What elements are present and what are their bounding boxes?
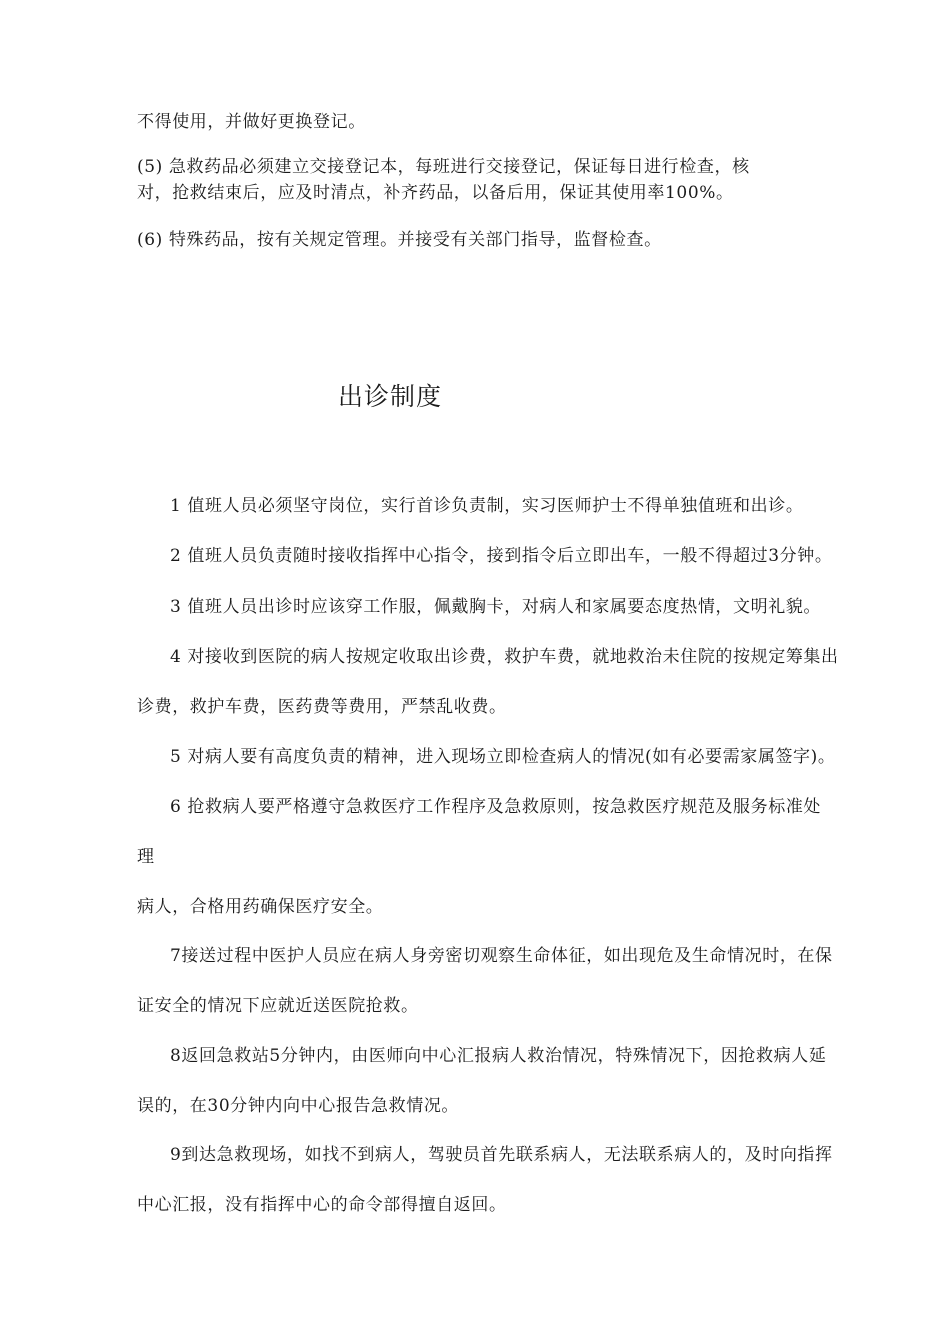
continuation-text: 不得使用，并做好更换登记。 [137,112,366,132]
rule-1: 1 值班人员必须坚守岗位，实行首诊负责制，实习医师护士不得单独值班和出诊。 [170,496,804,516]
rule-6-line-1: 6 抢救病人要严格遵守急救医疗工作程序及急救原则，按急救医疗规范及服务标准处 [170,797,822,817]
rule-4-line-2: 诊费，救护车费，医药费等费用，严禁乱收费。 [137,697,507,717]
item-6: (6) 特殊药品，按有关规定管理。并接受有关部门指导，监督检查。 [137,230,662,250]
rule-8-line-1: 8返回急救站5分钟内，由医师向中心汇报病人救治情况，特殊情况下，因抢救病人延 [170,1046,827,1066]
rule-7-line-1: 7接送过程中医护人员应在病人身旁密切观察生命体征，如出现危及生命情况时，在保 [170,946,833,966]
rule-6-line-3: 病人，合格用药确保医疗安全。 [137,897,384,917]
item-5-line-1: (5) 急救药品必须建立交接登记本，每班进行交接登记，保证每日进行检查，核 [137,157,750,177]
item-5-line-2: 对，抢救结束后，应及时清点，补齐药品，以备后用，保证其使用率100%。 [137,183,734,203]
section-title: 出诊制度 [338,382,443,411]
rule-7-line-2: 证安全的情况下应就近送医院抢救。 [137,996,419,1016]
rule-4-line-1: 4 对接收到医院的病人按规定收取出诊费，救护车费，就地救治未住院的按规定筹集出 [170,647,839,667]
rule-9-line-2: 中心汇报，没有指挥中心的命令部得擅自返回。 [137,1195,507,1215]
rule-3: 3 值班人员出诊时应该穿工作服，佩戴胸卡，对病人和家属要态度热情，文明礼貌。 [170,597,822,617]
rule-6-line-2: 理 [137,847,155,867]
rule-8-line-2: 误的，在30分钟内向中心报告急救情况。 [137,1096,460,1116]
rule-2: 2 值班人员负责随时接收指挥中心指令，接到指令后立即出车，一般不得超过3分钟。 [170,546,833,566]
rule-5: 5 对病人要有高度负责的精神，进入现场立即检查病人的情况(如有必要需家属签字)。 [170,747,836,767]
rule-9-line-1: 9到达急救现场，如找不到病人，驾驶员首先联系病人，无法联系病人的，及时向指挥 [170,1145,833,1165]
